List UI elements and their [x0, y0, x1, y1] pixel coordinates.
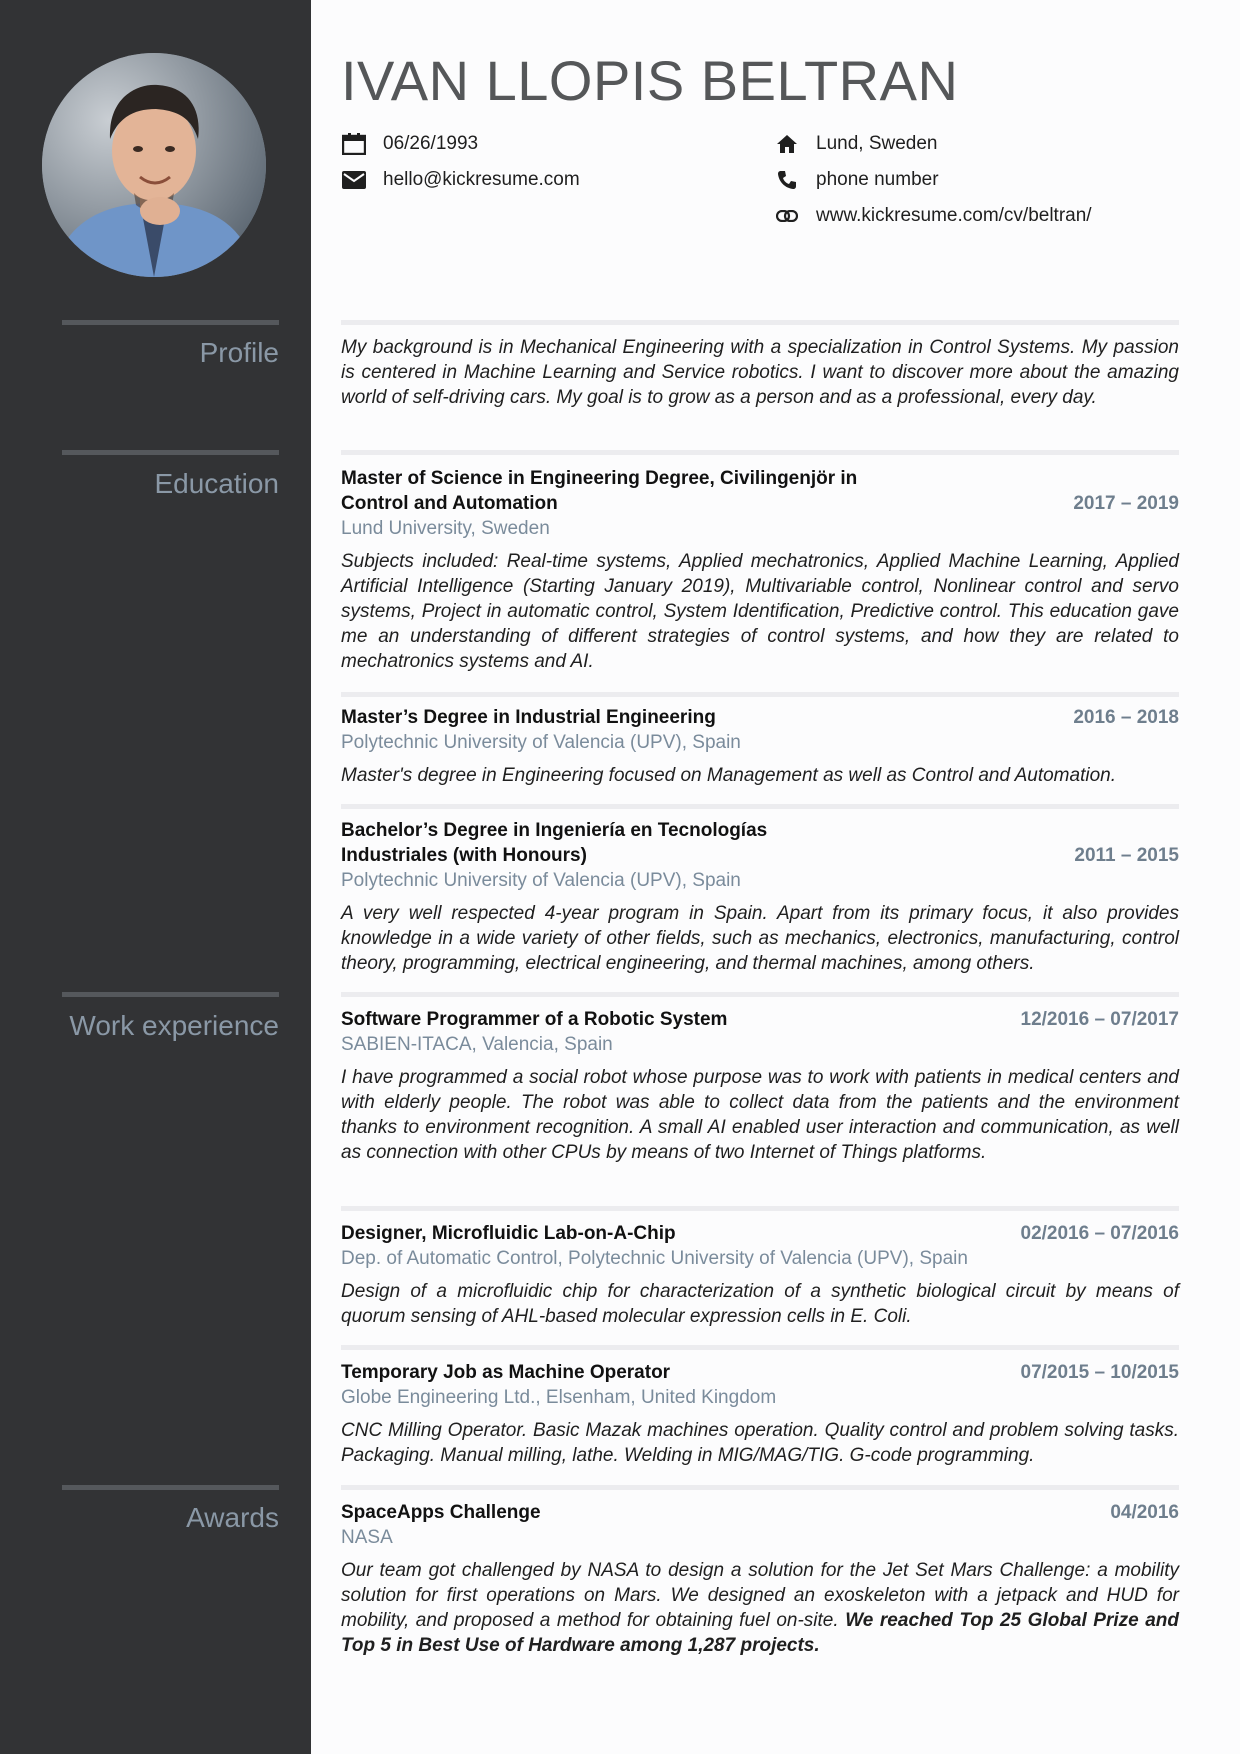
link-icon	[774, 204, 800, 228]
contact-website	[774, 204, 1092, 228]
work-1-institution: SABIEN-ITACA, Valencia, Spain	[341, 1034, 613, 1055]
education-2-date: 2016 – 2018	[1073, 707, 1179, 728]
profile-rule	[341, 320, 1179, 325]
profile-photo	[42, 53, 266, 277]
contact-phone	[774, 168, 939, 192]
birthdate-text: 06/26/1993	[383, 133, 479, 154]
education-rule	[341, 450, 1179, 455]
section-label-education: Education	[154, 468, 279, 499]
education-3-rule	[341, 804, 1179, 809]
envelope-icon	[341, 168, 367, 192]
education-2-rule	[341, 692, 1179, 697]
work-3-rule	[341, 1345, 1179, 1350]
website-link[interactable]: www.kickresume.com/cv/beltran/	[816, 205, 1092, 226]
work-rule	[341, 992, 1179, 997]
education-1-institution: Lund University, Sweden	[341, 518, 550, 539]
work-1-title: Software Programmer of a Robotic System	[341, 1009, 728, 1030]
work-2-description: Design of a microfluidic chip for characterization of a synthetic biological circuit by means of quorum sensing of AHL-based molecular expression cells in E. Coli.	[341, 1281, 1179, 1327]
work-3-description: CNC Milling Operator. Basic Mazak machines operation. Quality control and problem solving tasks. Packaging. Manual milling, lathe. Welding in MIG/MAG/TIG. G-code programming.	[341, 1420, 1179, 1466]
phone-text: phone number	[816, 169, 939, 190]
education-2-description: Master's degree in Engineering focused on Management as well as Control and Automation.	[341, 765, 1116, 786]
section-label-awards: Awards	[186, 1502, 279, 1533]
calendar-icon	[341, 132, 367, 156]
awards-divider	[62, 1485, 279, 1490]
avatar	[42, 53, 266, 277]
main-content	[311, 0, 1240, 1754]
section-label-profile: Profile	[199, 337, 279, 368]
work-2-rule	[341, 1206, 1179, 1211]
email-link[interactable]: hello@kickresume.com	[383, 169, 580, 190]
education-divider	[62, 450, 279, 455]
work-2-title: Designer, Microfluidic Lab-on-A-Chip	[341, 1223, 676, 1244]
education-3-date: 2011 – 2015	[1074, 845, 1179, 866]
education-2-title: Master’s Degree in Industrial Engineering	[341, 707, 716, 728]
profile-divider	[62, 320, 279, 325]
award-1-highlight: We reached Top 25 Global Prize and Top 5 in Best Use of Hardware among 1,287 projects.	[341, 1610, 1180, 1656]
contact-email	[341, 168, 580, 192]
education-1-date: 2017 – 2019	[1073, 493, 1179, 514]
profile-summary: My background is in Mechanical Engineering with a specialization in Control Systems. My passion is centered in Machine Learning and Service robotics. I want to discover more about the amazing world of self-driving cars. My goal is to grow as a person and as a professional, every day.	[341, 337, 1179, 408]
award-1-description-text: Our team got challenged by NASA to design a solution for the Jet Set Mars Challenge: a mobility solution for first operations on Mars. We designed an exoskeleton with a jetpack and HUD for mobility, and proposed a method for obtaining fuel on-site.	[341, 1560, 1179, 1631]
work-3-institution: Globe Engineering Ltd., Elsenham, United Kingdom	[341, 1387, 777, 1408]
work-2-institution: Dep. of Automatic Control, Polytechnic University of Valencia (UPV), Spain	[341, 1248, 968, 1269]
award-1-date: 04/2016	[1110, 1502, 1179, 1523]
contact-birthdate	[341, 132, 478, 156]
sidebar	[0, 0, 311, 1754]
location-text: Lund, Sweden	[816, 133, 938, 154]
awards-rule	[341, 1485, 1179, 1490]
education-3-description: A very well respected 4-year program in Spain. Apart from its primary focus, it also provides knowledge in a wide variety of other fields, such as mechanics, electronics, manufacturing, control theory, programming, electrical engineering, and thermal machines, among others.	[341, 903, 1179, 974]
education-3-title: Bachelor’s Degree in Ingeniería en Tecnologías Industriales (with Honours)	[341, 820, 768, 866]
education-3-institution: Polytechnic University of Valencia (UPV), Spain	[341, 870, 741, 891]
work-3-title: Temporary Job as Machine Operator	[341, 1362, 671, 1383]
award-1-title: SpaceApps Challenge	[341, 1502, 541, 1523]
page-title: IVAN LLOPIS BELTRAN	[341, 49, 959, 112]
work-1-date: 12/2016 – 07/2017	[1020, 1009, 1179, 1030]
contact-location	[774, 132, 938, 156]
work-divider	[62, 992, 279, 997]
section-label-work: Work experience	[69, 1010, 279, 1041]
phone-icon	[774, 168, 800, 192]
education-1-title: Master of Science in Engineering Degree, Civilingenjör in Control and Automation	[341, 468, 858, 514]
education-1-description: Subjects included: Real-time systems, Applied mechatronics, Applied Machine Learning, Applied Artificial Intelligence (Starting January 2019), Multivariable control, Nonlinear control and servo systems, Project in automatic control, System Identification, Predictive control. This education gave me an understanding of different strategies of control systems, and how they are related to mechatronics systems and AI.	[341, 551, 1179, 672]
home-icon	[774, 132, 800, 156]
work-2-date: 02/2016 – 07/2016	[1020, 1223, 1179, 1244]
education-2-institution: Polytechnic University of Valencia (UPV), Spain	[341, 732, 741, 753]
award-1-institution: NASA	[341, 1527, 393, 1548]
award-1-description	[341, 1558, 1179, 1658]
work-1-description: I have programmed a social robot whose purpose was to work with patients in medical centers and with elderly people. The robot was able to collect data from the patients and the environment thanks to environment recognition. A small AI enabled user interaction and communication, as well as connection with other CPUs by means of two Internet of Things platforms.	[341, 1067, 1179, 1163]
work-3-date: 07/2015 – 10/2015	[1020, 1362, 1179, 1383]
